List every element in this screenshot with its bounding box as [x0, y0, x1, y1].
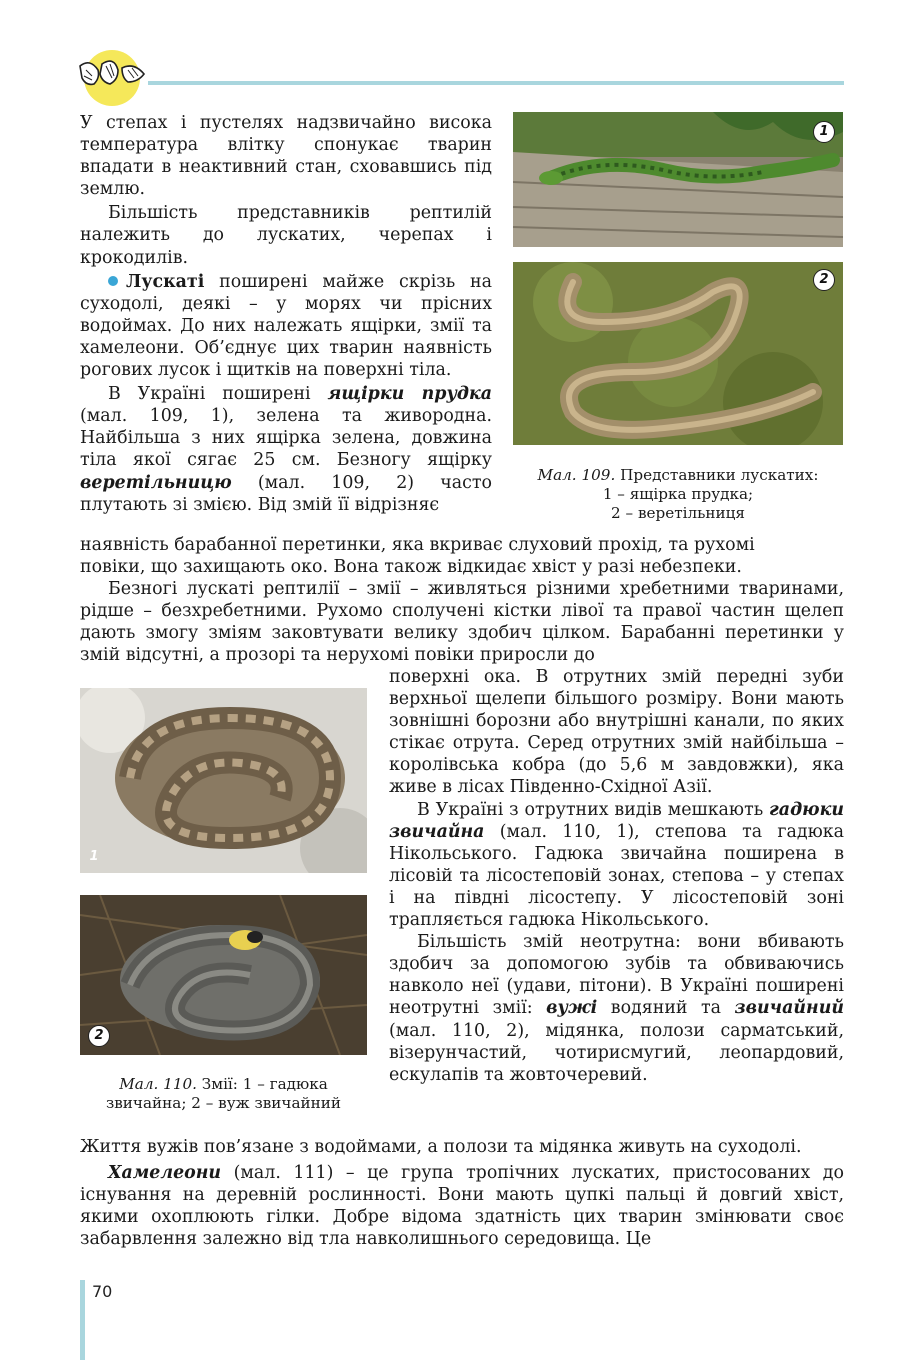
- figure-label-adder: 1: [89, 849, 99, 864]
- paragraph-venom: поверхні ока. В отрутних змій передні зуби верхньої щелепи більшого розміру. Вони мають зовнішні борозни або внутрішні канали, по яких стікає отрута. Серед отрутних змій найбільша – королівська кобра (до 5,6 м завдовжки), яка живе в лісах Південно-Східної Азії.: [389, 667, 844, 798]
- paragraph-vipers: В Україні з отрутних видів мешкають гадюки звичайна (мал. 110, 1), степова та гадюка Нікольського. Гадюка звичайна поширена в лісовій та лісостеповій зонах, степова – у степах і на півдні лісостепу. У лісостеповій зоні трапляється гадюка Нікольського.: [389, 799, 844, 931]
- term-grass-snakes: вужі: [546, 998, 598, 1019]
- margin-bar: [80, 1280, 85, 1360]
- paragraph-lizards: В Україні поширені ящірки прудка (мал. 109, 1), зелена та живородна. Найбільша з них ящірка зелена, довжина тіла якої сягає 25 см. Безногу ящірку веретільницю (мал. 109, 2) часто плутають зі змією. Від змій її відрізняє: [80, 384, 492, 515]
- photo-slow-worm: [513, 262, 843, 445]
- paragraph-nonvenomous: Більшість змій неотрутна: вони вбивають здобич за допомогою зубів та обвиваючись навколо неї (удави, пітони). В Україні поширені неотрутні змії: вужі водяний та звичайний (мал. 110, 2), мідянка, полози сарматський, візерунчастий, чотирисмугий, леопардовий, ескулапів та жовточеревий.: [389, 932, 844, 1085]
- bullet-icon: [108, 276, 118, 286]
- paragraph-snakes: Безногі лускаті рептилії – змії – живляться різними хребетними тваринами, рідше – безхребетними. Рухомо сполучені кістки лівої та правої частин щелеп дають змогу зміям заковтувати велику здобич цілком. Барабанні перетинки у змій відсутні, а прозорі та нерухомі повіки приросли до: [80, 579, 844, 666]
- paragraph-groups: Більшість представників рептилій належить до лускатих, черепах і крокодилів.: [80, 203, 492, 268]
- photo-sand-lizard: [513, 112, 843, 247]
- paragraph-habitats: Життя вужів пов’язане з водоймами, а полози та мідянка живуть на суходолі.: [80, 1137, 802, 1157]
- figure-110-caption: Мал. 110. Змії: 1 – гадюка звичайна; 2 – вуж звичайний: [105, 1075, 342, 1112]
- right-text-column: [389, 666, 844, 1086]
- header-emblem: [72, 48, 150, 108]
- caption-110-number: Мал. 110.: [119, 1075, 197, 1093]
- header-rule: [148, 81, 844, 85]
- paragraph-chameleons: Хамелеони (мал. 111) – це група тропічних лускатих, пристосованих до існування на деревній рослинності. Вони мають цупкі пальці й довгий хвіст, якими охоплюють гілки. Добре відома здатність цих тварин змінювати своє забарвлення залежно від тла навколишнього середовища. Це: [80, 1163, 844, 1250]
- paragraph-squamata: Лускаті поширені майже скрізь на суходолі, деякі – у морях чи прісних водоймах. До них належать ящірки, змії та хамелеони. Об’єднує цих тварин наявність рогових лусок і щитків на поверхні тіла.: [80, 271, 492, 381]
- butterfly-icon: [72, 48, 150, 108]
- term-common: звичайний: [734, 998, 844, 1019]
- figure-109-caption: Мал. 109. Представники лускатих: 1 – ящірка прудка; 2 – веретільниця: [537, 466, 819, 522]
- fullwidth-block-2: [80, 1136, 844, 1250]
- term-squamata: Лускаті: [126, 271, 205, 292]
- page-number: 70: [92, 1282, 113, 1301]
- term-chameleons: Хамелеони: [108, 1163, 222, 1184]
- top-text-column: [80, 112, 492, 516]
- fullwidth-block-1: наявність барабанної перетинки, яка вкриває слуховий прохід, та рухомі повіки, що захищають око. Вона також відкидає хвіст у разі небезпеки. Безногі лускаті рептилії – змії – живляться різними хребетними тваринами, рідше – безхребетними. Рухомо сполучені кістки лівої та правої частин щелеп дають змогу зміям заковтувати велику здобич цілком. Барабанні перетинки у змій відсутні, а прозорі та нерухомі повіки приросли до: [80, 535, 844, 666]
- paragraph-heat: У степах і пустелях надзвичайно висока температура влітку спонукає тварин впадати в неактивний стан, сховавшись під землю.: [80, 113, 492, 200]
- term-sand-lizard: ящірки прудка: [327, 384, 492, 405]
- photo-grass-snake: [80, 895, 367, 1055]
- figure-label-2: 2: [813, 269, 835, 291]
- term-slow-worm: веретільницю: [80, 472, 232, 493]
- term-common-viper: гадюки звичайна: [389, 799, 844, 842]
- figure-label-grass-snake: 2: [88, 1025, 110, 1047]
- photo-common-adder: [80, 688, 367, 873]
- caption-109-number: Мал. 109.: [537, 466, 616, 484]
- figure-label-1: 1: [813, 121, 835, 143]
